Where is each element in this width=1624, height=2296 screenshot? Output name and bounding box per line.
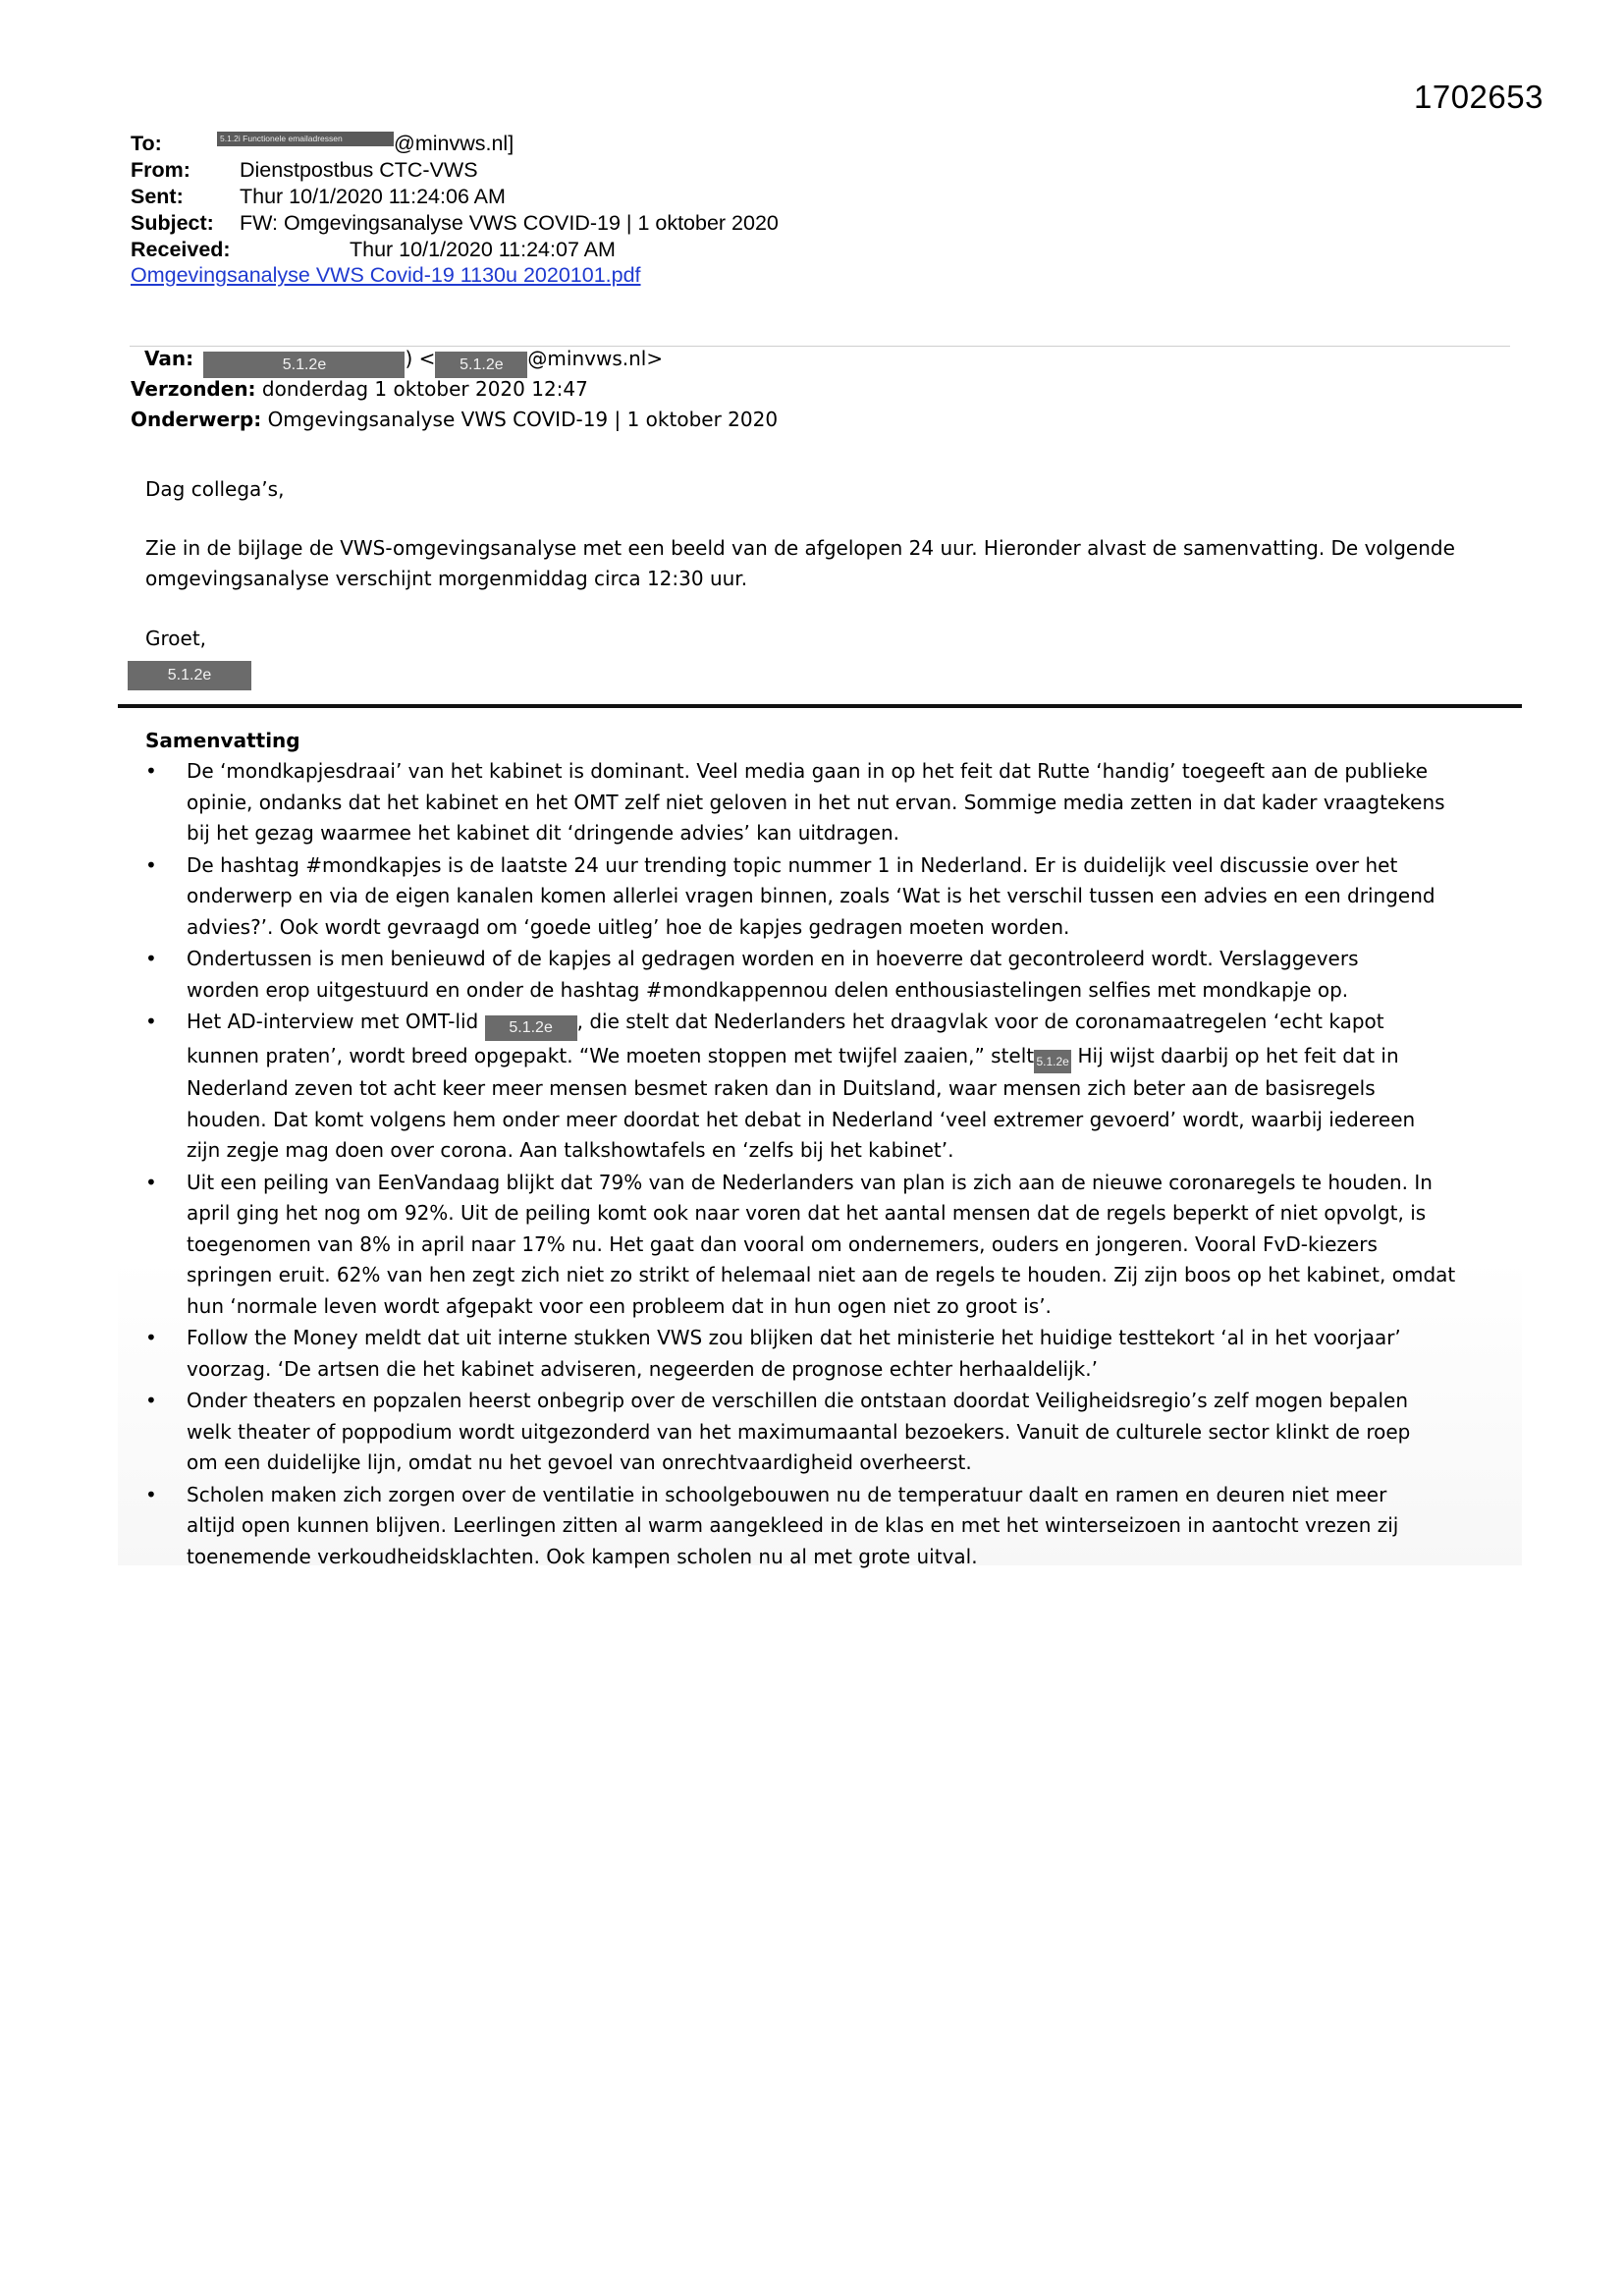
sent-label: Sent: (131, 185, 184, 208)
bullet-line: advies?’. Ook wordt gevraagd om ‘goede uitleg’ hoe de kapjes gedragen moeten worden. (187, 914, 1070, 939)
bullet-line: om een duidelijke lijn, omdat nu het gevoel van onrechtvaardigheid overheerst. (187, 1450, 972, 1474)
bullet-line: Follow the Money meldt dat uit interne stukken VWS zou blijken dat het ministerie het huidige testtekort ‘al in het voorjaar’ (187, 1326, 1401, 1349)
bullet-line: springen eruit. 62% van hen zegt zich niet zo strikt of helemaal niet aan de regels te houden. Zij zijn boos op het kabinet, omdat (187, 1263, 1456, 1286)
onderwerp-row (131, 405, 778, 435)
bullet-line: worden erop uitgestuurd en onder de hashtag #mondkappennou delen enthousiastelingen selfies met mondkapje op. (187, 977, 1349, 1002)
bullet-line: toegenomen van 8% in april naar 17% nu. Het gaat dan vooral om ondernemers, ouders en jongeren. Vooral FvD-kiezers (187, 1231, 1378, 1256)
subject-label: Subject: (131, 211, 214, 235)
bullet-icon: • (145, 1482, 157, 1506)
from-label: From: (131, 158, 190, 182)
summary-bullet (145, 944, 1500, 1006)
bullet-text: , die stelt dat Nederlanders het draagvlak voor de coronamaatregelen ‘echt kapot (576, 1010, 1384, 1033)
bullet-line: onderwerp en via de eigen kanalen komen allerlei vragen binnen, zoals ‘Wat is het verschil tussen een advies en een dringend (187, 884, 1435, 907)
bullet-line: De ‘mondkapjesdraai’ van het kabinet is dominant. Veel media gaan in op het feit dat Rutte ‘handig’ toegeeft aan de publieke (187, 759, 1429, 783)
bullet-icon: • (145, 759, 157, 783)
bullet-line: Nederland zeven tot acht keer meer mensen besmet raken dan in Duitsland, waar mensen zich beter aan de basisregels (187, 1076, 1376, 1100)
summary-title: Samenvatting (145, 729, 300, 752)
bullet-icon: • (145, 1170, 157, 1194)
redaction-box: 5.1.2e (485, 1015, 577, 1041)
received-value: Thur 10/1/2020 11:24:07 AM (350, 238, 616, 261)
intro-line: omgevingsanalyse verschijnt morgenmiddag circa 12:30 uur. (145, 567, 748, 590)
bullet-line: Scholen maken zich zorgen over de ventilatie in schoolgebouwen nu de temperatuur daalt en ramen en deuren niet meer (187, 1482, 1387, 1506)
van-mid: ) < (405, 347, 436, 370)
summary-bullet (145, 1480, 1500, 1573)
received-label: Received: (131, 238, 231, 261)
bullet-line: Ondertussen is men benieuwd of de kapjes al gedragen worden en in hoeverre dat gecontroleerd wordt. Verslaggevers (187, 947, 1359, 970)
bullet-line: bij het gezag waarmee het kabinet dit ‘dringende advies’ kan uitdragen. (187, 821, 900, 845)
bullet-icon: • (145, 947, 157, 970)
bullet-line: zijn zegje mag doen over corona. Aan talkshowtafels en ‘zelfs bij het kabinet’. (187, 1138, 954, 1162)
summary-bullet (145, 1386, 1500, 1479)
summary-bullet (145, 1323, 1500, 1385)
summary-bullet (145, 1007, 1500, 1167)
bullet-line: Uit een peiling van EenVandaag blijkt dat 79% van de Nederlanders van plan is zich aan de nieuwe coronaregels te houden. In (187, 1170, 1433, 1194)
intro-line: Zie in de bijlage de VWS-omgevingsanalyse met een beeld van de afgelopen 24 uur. Hieronder alvast de samenvatting. De volgende (145, 536, 1455, 560)
summary-section (145, 725, 1500, 1573)
signature-redaction: 5.1.2e (128, 661, 251, 690)
summary-bullet (145, 1168, 1500, 1323)
bullet-icon: • (145, 1010, 157, 1033)
bullet-text: Hij wijst daarbij op het feit dat in (1071, 1044, 1399, 1067)
summary-bullet (145, 756, 1500, 849)
greeting: Dag collega’s, (145, 477, 285, 501)
from-value: Dienstpostbus CTC-VWS (240, 158, 478, 182)
redaction-box: 5.1.2e (203, 352, 405, 378)
attachment-link[interactable]: Omgevingsanalyse VWS Covid-19 1130u 2020101.pdf (131, 263, 641, 287)
verzonden-value: donderdag 1 oktober 2020 12:47 (261, 377, 588, 401)
section-divider (118, 704, 1522, 708)
bullet-line: toenemende verkoudheidsklachten. Ook kampen scholen nu al met grote uitval. (187, 1544, 978, 1568)
onderwerp-value: Omgevingsanalyse VWS COVID-19 | 1 oktober 2020 (267, 408, 779, 431)
bullet-line: voorzag. ‘De artsen die het kabinet adviseren, negeerden de prognose echter herhaaldelijk.’ (187, 1356, 1098, 1381)
bullet-icon: • (145, 852, 157, 877)
document-number: 1702653 (1414, 79, 1543, 115)
redaction-box: 5.1.2e (435, 352, 527, 378)
redaction-box: 5.1.2i Functionele emailadressen (217, 132, 394, 146)
van-label: Van: (144, 347, 194, 370)
summary-bullet (145, 850, 1500, 944)
van-suffix: @minvws.nl> (527, 347, 664, 370)
bullet-line: welk theater of poppodium wordt uitgezonderd van het maximumaantal bezoekers. Vanuit de culturele sector klinkt de roep (187, 1419, 1411, 1444)
bullet-line: houden. Dat komt volgens hem onder meer doordat het debat in Nederland ‘veel extremer gevoerd’ wordt, waarbij iedereen (187, 1107, 1416, 1131)
to-value (217, 131, 514, 157)
sent-value: Thur 10/1/2020 11:24:06 AM (240, 185, 506, 208)
redaction-box: 5.1.2e (1034, 1050, 1071, 1073)
intro-paragraph (145, 533, 1455, 594)
bullet-icon: • (145, 1326, 157, 1349)
bullet-line (187, 1041, 1500, 1073)
bullet-line: hun ‘normale leven wordt afgepakt voor een probleem dat in hun ogen niet zo groot is’. (187, 1293, 1052, 1318)
onderwerp-label: Onderwerp: (131, 408, 262, 431)
to-suffix: @minvws.nl] (394, 132, 514, 155)
bullet-text: Het AD-interview met OMT-lid (187, 1010, 479, 1033)
summary-bullets (145, 756, 1500, 1572)
bullet-text: kunnen praten’, wordt breed opgepakt. “We moeten stoppen met twijfel zaaien,” stelt (187, 1044, 1035, 1067)
verzonden-row (131, 374, 778, 405)
bullet-line: Onder theaters en popzalen heerst onbegrip over de verschillen die ontstaan doordat Veiligheidsregio’s zelf mogen bepalen (187, 1389, 1409, 1412)
forwarded-header (131, 344, 778, 435)
bullet-line: opinie, ondanks dat het kabinet en het OMT zelf niet geloven in het nut ervan. Sommige media zetten in dat kader vraagtekens (187, 790, 1445, 814)
verzonden-label: Verzonden: (131, 377, 256, 401)
bullet-line: altijd open kunnen blijven. Leerlingen zitten al warm aangekleed in de klas en met het winterseizoen in aantocht vrezen zij (187, 1513, 1399, 1537)
to-label: To: (131, 132, 162, 155)
subject-value: FW: Omgevingsanalyse VWS COVID-19 | 1 oktober 2020 (240, 211, 779, 235)
bullet-line: april ging het nog om 92%. Uit de peiling komt ook naar voren dat het aantal mensen dat de regels beperkt of niet opvolgt, is (187, 1201, 1427, 1225)
van-row (131, 344, 778, 374)
closing: Groet, (145, 627, 207, 650)
bullet-line (187, 1007, 1500, 1041)
bullet-line: De hashtag #mondkapjes is de laatste 24 uur trending topic nummer 1 in Nederland. Er is duidelijk veel discussie over het (187, 852, 1398, 877)
bullet-icon: • (145, 1389, 157, 1412)
